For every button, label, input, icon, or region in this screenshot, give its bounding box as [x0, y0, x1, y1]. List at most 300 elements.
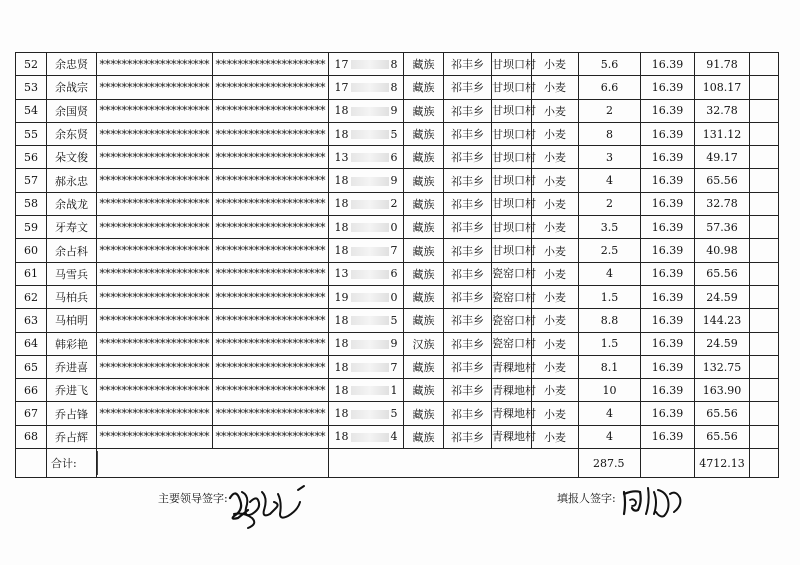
- row-number: 57: [16, 169, 47, 192]
- id-number-masked: ********************: [97, 425, 213, 448]
- row-number: 56: [16, 146, 47, 169]
- ethnicity: 藏族: [404, 379, 444, 402]
- table-row: [16, 332, 779, 355]
- row-number: 66: [16, 379, 47, 402]
- township: 祁丰乡: [444, 76, 492, 99]
- remarks: [750, 216, 779, 239]
- subsidy-amount: 131.12: [695, 122, 750, 145]
- remarks: [750, 76, 779, 99]
- phone-redaction: [351, 316, 389, 325]
- phone-redaction: [351, 60, 389, 69]
- filler-signature-label: 填报人签字:: [557, 492, 616, 505]
- township: 祁丰乡: [444, 425, 492, 448]
- table-row: [16, 355, 779, 378]
- crop: 小麦: [532, 285, 579, 308]
- planted-area: 4: [579, 425, 641, 448]
- bank-account-masked: ********************: [213, 332, 329, 355]
- crop: 小麦: [532, 402, 579, 425]
- township: 祁丰乡: [444, 262, 492, 285]
- id-number-masked: ********************: [97, 262, 213, 285]
- phone-suffix: 1: [390, 383, 398, 397]
- remarks: [750, 192, 779, 215]
- row-number: 64: [16, 332, 47, 355]
- phone-redaction: [351, 270, 389, 279]
- remarks: [750, 122, 779, 145]
- remarks: [750, 285, 779, 308]
- table-row: [16, 76, 779, 99]
- subsidy-rate: 16.39: [641, 262, 695, 285]
- farmer-name: 郝永忠: [47, 169, 97, 192]
- row-number: 54: [16, 99, 47, 122]
- subsidy-rate: 16.39: [641, 216, 695, 239]
- row-number: 65: [16, 355, 47, 378]
- row-number: 55: [16, 122, 47, 145]
- phone-suffix: 4: [390, 430, 398, 444]
- table-body: [16, 53, 779, 449]
- table-row: [16, 309, 779, 332]
- township: 祁丰乡: [444, 216, 492, 239]
- subsidy-amount: 32.78: [695, 99, 750, 122]
- table-row: [16, 53, 779, 76]
- ethnicity: 藏族: [404, 355, 444, 378]
- leader-signature: [226, 484, 312, 532]
- id-number-masked: ********************: [97, 402, 213, 425]
- ethnicity: 藏族: [404, 99, 444, 122]
- total-row: [16, 449, 779, 478]
- ethnicity: 藏族: [404, 285, 444, 308]
- row-number: 60: [16, 239, 47, 262]
- village: 甘坝口村: [492, 216, 532, 239]
- ethnicity: 藏族: [404, 192, 444, 215]
- row-number: 52: [16, 53, 47, 76]
- subsidy-amount: 65.56: [695, 402, 750, 425]
- row-number: 53: [16, 76, 47, 99]
- phone-redaction: [351, 107, 389, 116]
- bank-account-masked: ********************: [213, 99, 329, 122]
- farmer-name: 余战宗: [47, 76, 97, 99]
- township: 祁丰乡: [444, 379, 492, 402]
- id-number-masked: ********************: [97, 285, 213, 308]
- farmer-name: 乔进喜: [47, 355, 97, 378]
- farmer-name: 乔占锋: [47, 402, 97, 425]
- crop: 小麦: [532, 309, 579, 332]
- phone-prefix: 18: [334, 127, 349, 141]
- township: 祁丰乡: [444, 169, 492, 192]
- subsidy-rate: 16.39: [641, 402, 695, 425]
- phone-redaction: [351, 340, 389, 349]
- phone-prefix: 18: [334, 197, 349, 211]
- ethnicity: 藏族: [404, 309, 444, 332]
- planted-area: 2.5: [579, 239, 641, 262]
- phone-suffix: 6: [390, 150, 398, 164]
- phone-number: [329, 425, 404, 448]
- phone-number: [329, 99, 404, 122]
- id-number-masked: ********************: [97, 309, 213, 332]
- township: 祁丰乡: [444, 122, 492, 145]
- farmer-name: 乔占辉: [47, 425, 97, 448]
- table-row: [16, 216, 779, 239]
- phone-number: [329, 146, 404, 169]
- filler-signature: [618, 484, 690, 520]
- row-number: 63: [16, 309, 47, 332]
- total-cell-blank: [750, 449, 779, 478]
- remarks: [750, 402, 779, 425]
- phone-suffix: 2: [390, 197, 398, 211]
- phone-redaction: [351, 410, 389, 419]
- table-row: [16, 99, 779, 122]
- phone-prefix: 18: [334, 313, 349, 327]
- phone-redaction: [351, 363, 389, 372]
- phone-number: [329, 192, 404, 215]
- crop: 小麦: [532, 99, 579, 122]
- row-number: 68: [16, 425, 47, 448]
- subsidy-rate: 16.39: [641, 379, 695, 402]
- phone-number: [329, 379, 404, 402]
- planted-area: 4: [579, 262, 641, 285]
- township: 祁丰乡: [444, 99, 492, 122]
- farmer-name: 朵文俊: [47, 146, 97, 169]
- phone-prefix: 18: [334, 383, 349, 397]
- planted-area: 10: [579, 379, 641, 402]
- subsidy-amount: 32.78: [695, 192, 750, 215]
- phone-suffix: 0: [390, 290, 398, 304]
- bank-account-masked: ********************: [213, 402, 329, 425]
- phone-redaction: [351, 433, 389, 442]
- bank-account-masked: ********************: [213, 309, 329, 332]
- crop: 小麦: [532, 216, 579, 239]
- id-number-masked: ********************: [97, 169, 213, 192]
- crop: 小麦: [532, 262, 579, 285]
- remarks: [750, 53, 779, 76]
- subsidy-amount: 57.36: [695, 216, 750, 239]
- farmer-name: 余忠贤: [47, 53, 97, 76]
- table-row: [16, 122, 779, 145]
- bank-account-masked: ********************: [213, 425, 329, 448]
- total-label: 合计:: [47, 449, 97, 478]
- phone-prefix: 18: [334, 220, 349, 234]
- subsidy-amount: 49.17: [695, 146, 750, 169]
- planted-area: 4: [579, 169, 641, 192]
- ethnicity: 藏族: [404, 53, 444, 76]
- village: 青稞地村: [492, 355, 532, 378]
- village: 甘坝口村: [492, 53, 532, 76]
- planted-area: 2: [579, 192, 641, 215]
- phone-redaction: [351, 83, 389, 92]
- id-number-masked: ********************: [97, 146, 213, 169]
- village: 甘坝口村: [492, 76, 532, 99]
- id-number-masked: ********************: [97, 122, 213, 145]
- bank-account-masked: ********************: [213, 122, 329, 145]
- township: 祁丰乡: [444, 355, 492, 378]
- phone-suffix: 7: [390, 360, 398, 374]
- village: 甘坝口村: [492, 146, 532, 169]
- total-cell-blank: [329, 449, 579, 478]
- phone-number: [329, 309, 404, 332]
- bank-account-masked: ********************: [213, 146, 329, 169]
- remarks: [750, 262, 779, 285]
- township: 祁丰乡: [444, 285, 492, 308]
- ethnicity: 藏族: [404, 402, 444, 425]
- total-cell-blank: [97, 449, 329, 478]
- table-row: [16, 239, 779, 262]
- subsidy-amount: 65.56: [695, 262, 750, 285]
- table-row: [16, 192, 779, 215]
- remarks: [750, 239, 779, 262]
- phone-redaction: [351, 177, 389, 186]
- subsidy-rate: 16.39: [641, 99, 695, 122]
- table-row: [16, 425, 779, 448]
- crop: 小麦: [532, 239, 579, 262]
- ethnicity: 藏族: [404, 262, 444, 285]
- phone-suffix: 9: [390, 337, 398, 351]
- table-row: [16, 402, 779, 425]
- farmer-name: 马雪兵: [47, 262, 97, 285]
- subsidy-rate: 16.39: [641, 355, 695, 378]
- subsidy-table: [15, 52, 779, 478]
- subsidy-rate: 16.39: [641, 53, 695, 76]
- ethnicity: 藏族: [404, 122, 444, 145]
- planted-area: 1.5: [579, 332, 641, 355]
- village: 甘坝口村: [492, 99, 532, 122]
- subsidy-rate: 16.39: [641, 146, 695, 169]
- table-row: [16, 146, 779, 169]
- crop: 小麦: [532, 379, 579, 402]
- subsidy-rate: 16.39: [641, 169, 695, 192]
- subsidy-rate: 16.39: [641, 332, 695, 355]
- village: 甘坝口村: [492, 122, 532, 145]
- phone-prefix: 13: [334, 150, 349, 164]
- subsidy-rate: 16.39: [641, 239, 695, 262]
- phone-redaction: [351, 386, 389, 395]
- phone-number: [329, 402, 404, 425]
- bank-account-masked: ********************: [213, 169, 329, 192]
- phone-prefix: 18: [334, 174, 349, 188]
- village: 甘坝口村: [492, 239, 532, 262]
- phone-suffix: 9: [390, 174, 398, 188]
- subsidy-amount: 24.59: [695, 285, 750, 308]
- ethnicity: 藏族: [404, 425, 444, 448]
- crop: 小麦: [532, 355, 579, 378]
- phone-prefix: 18: [334, 337, 349, 351]
- table-row: [16, 379, 779, 402]
- township: 祁丰乡: [444, 53, 492, 76]
- row-number: 59: [16, 216, 47, 239]
- village: 瓷窑口村: [492, 262, 532, 285]
- subsidy-amount: 91.78: [695, 53, 750, 76]
- farmer-name: 余东贤: [47, 122, 97, 145]
- phone-prefix: 19: [334, 290, 349, 304]
- total-cell-blank: [16, 449, 47, 478]
- planted-area: 5.6: [579, 53, 641, 76]
- township: 祁丰乡: [444, 402, 492, 425]
- table-row: [16, 169, 779, 192]
- township: 祁丰乡: [444, 309, 492, 332]
- phone-number: [329, 76, 404, 99]
- bank-account-masked: ********************: [213, 53, 329, 76]
- phone-redaction: [351, 247, 389, 256]
- subsidy-rate: 16.39: [641, 122, 695, 145]
- remarks: [750, 332, 779, 355]
- subsidy-rate: 16.39: [641, 309, 695, 332]
- phone-redaction: [351, 130, 389, 139]
- table-row: [16, 262, 779, 285]
- crop: 小麦: [532, 53, 579, 76]
- farmer-name: 马柏明: [47, 309, 97, 332]
- farmer-name: 余战龙: [47, 192, 97, 215]
- phone-number: [329, 285, 404, 308]
- crop: 小麦: [532, 332, 579, 355]
- farmer-name: 乔进飞: [47, 379, 97, 402]
- planted-area: 8.1: [579, 355, 641, 378]
- phone-prefix: 18: [334, 360, 349, 374]
- row-number: 61: [16, 262, 47, 285]
- subsidy-amount: 40.98: [695, 239, 750, 262]
- phone-number: [329, 216, 404, 239]
- phone-redaction: [351, 200, 389, 209]
- row-number: 67: [16, 402, 47, 425]
- bank-account-masked: ********************: [213, 76, 329, 99]
- crop: 小麦: [532, 122, 579, 145]
- ethnicity: 藏族: [404, 169, 444, 192]
- id-number-masked: ********************: [97, 332, 213, 355]
- table-row: [16, 285, 779, 308]
- subsidy-amount: 163.90: [695, 379, 750, 402]
- phone-suffix: 6: [390, 267, 398, 281]
- phone-prefix: 17: [334, 57, 349, 71]
- planted-area: 1.5: [579, 285, 641, 308]
- phone-suffix: 8: [390, 57, 398, 71]
- phone-prefix: 13: [334, 267, 349, 281]
- farmer-name: 余国贤: [47, 99, 97, 122]
- village: 甘坝口村: [492, 169, 532, 192]
- planted-area: 4: [579, 402, 641, 425]
- bank-account-masked: ********************: [213, 239, 329, 262]
- phone-prefix: 18: [334, 407, 349, 421]
- phone-suffix: 5: [390, 407, 398, 421]
- planted-area: 8.8: [579, 309, 641, 332]
- ethnicity: 藏族: [404, 146, 444, 169]
- subsidy-rate: 16.39: [641, 425, 695, 448]
- planted-area: 2: [579, 99, 641, 122]
- township: 祁丰乡: [444, 146, 492, 169]
- phone-suffix: 8: [390, 80, 398, 94]
- subsidy-amount: 144.23: [695, 309, 750, 332]
- row-number: 62: [16, 285, 47, 308]
- id-number-masked: ********************: [97, 239, 213, 262]
- subsidy-amount: 65.56: [695, 169, 750, 192]
- id-number-masked: ********************: [97, 192, 213, 215]
- farmer-name: 余占科: [47, 239, 97, 262]
- crop: 小麦: [532, 169, 579, 192]
- phone-suffix: 7: [390, 244, 398, 258]
- remarks: [750, 169, 779, 192]
- subsidy-amount: 132.75: [695, 355, 750, 378]
- id-number-masked: ********************: [97, 355, 213, 378]
- planted-area: 3.5: [579, 216, 641, 239]
- total-cell-blank: [641, 449, 695, 478]
- remarks: [750, 425, 779, 448]
- phone-prefix: 17: [334, 80, 349, 94]
- bank-account-masked: ********************: [213, 379, 329, 402]
- subsidy-rate: 16.39: [641, 76, 695, 99]
- remarks: [750, 99, 779, 122]
- township: 祁丰乡: [444, 192, 492, 215]
- village: 瓷窑口村: [492, 332, 532, 355]
- village: 甘坝口村: [492, 192, 532, 215]
- phone-redaction: [351, 223, 389, 232]
- planted-area: 6.6: [579, 76, 641, 99]
- bank-account-masked: ********************: [213, 262, 329, 285]
- farmer-name: 韩彩艳: [47, 332, 97, 355]
- phone-redaction: [351, 293, 389, 302]
- crop: 小麦: [532, 76, 579, 99]
- phone-prefix: 18: [334, 104, 349, 118]
- village: 青稞地村: [492, 425, 532, 448]
- planted-area: 8: [579, 122, 641, 145]
- id-number-masked: ********************: [97, 99, 213, 122]
- phone-number: [329, 122, 404, 145]
- subsidy-rate: 16.39: [641, 192, 695, 215]
- row-number: 58: [16, 192, 47, 215]
- remarks: [750, 146, 779, 169]
- crop: 小麦: [532, 425, 579, 448]
- phone-redaction: [351, 153, 389, 162]
- farmer-name: 牙寿文: [47, 216, 97, 239]
- bank-account-masked: ********************: [213, 355, 329, 378]
- bank-account-masked: ********************: [213, 285, 329, 308]
- township: 祁丰乡: [444, 239, 492, 262]
- phone-number: [329, 355, 404, 378]
- phone-number: [329, 53, 404, 76]
- total-amount: 4712.13: [695, 449, 750, 478]
- leader-signature-label: 主要领导签字:: [158, 492, 228, 505]
- phone-number: [329, 169, 404, 192]
- remarks: [750, 379, 779, 402]
- ethnicity: 藏族: [404, 216, 444, 239]
- phone-number: [329, 262, 404, 285]
- planted-area: 3: [579, 146, 641, 169]
- village: 青稞地村: [492, 379, 532, 402]
- id-number-masked: ********************: [97, 53, 213, 76]
- total-area: 287.5: [579, 449, 641, 478]
- bank-account-masked: ********************: [213, 192, 329, 215]
- crop: 小麦: [532, 192, 579, 215]
- phone-number: [329, 332, 404, 355]
- phone-prefix: 18: [334, 430, 349, 444]
- village: 青稞地村: [492, 402, 532, 425]
- id-number-masked: ********************: [97, 379, 213, 402]
- subsidy-rate: 16.39: [641, 285, 695, 308]
- subsidy-amount: 108.17: [695, 76, 750, 99]
- subsidy-amount: 24.59: [695, 332, 750, 355]
- remarks: [750, 355, 779, 378]
- id-number-masked: ********************: [97, 216, 213, 239]
- bank-account-masked: ********************: [213, 216, 329, 239]
- ethnicity: 藏族: [404, 76, 444, 99]
- id-number-masked: ********************: [97, 76, 213, 99]
- village: 瓷窑口村: [492, 285, 532, 308]
- phone-suffix: 5: [390, 313, 398, 327]
- farmer-name: 马柏兵: [47, 285, 97, 308]
- township: 祁丰乡: [444, 332, 492, 355]
- phone-suffix: 5: [390, 127, 398, 141]
- phone-suffix: 9: [390, 104, 398, 118]
- village: 瓷窑口村: [492, 309, 532, 332]
- phone-number: [329, 239, 404, 262]
- ethnicity: 藏族: [404, 239, 444, 262]
- remarks: [750, 309, 779, 332]
- subsidy-amount: 65.56: [695, 425, 750, 448]
